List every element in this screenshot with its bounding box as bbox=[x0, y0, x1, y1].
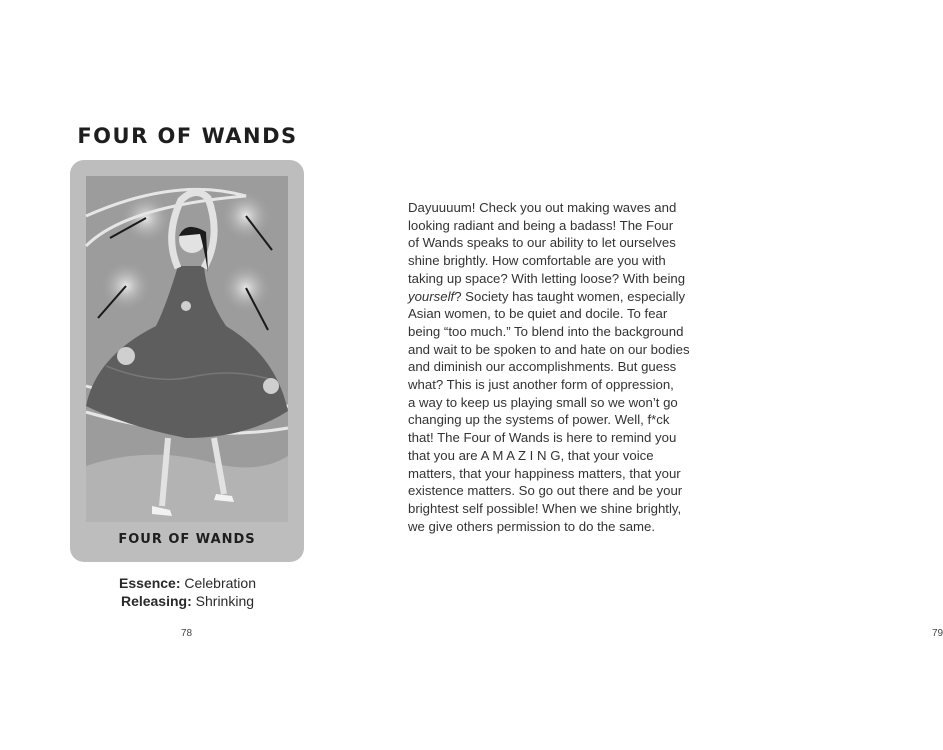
body-line: taking up space? With letting loose? With being bbox=[408, 270, 686, 286]
page-number-left: 78 bbox=[181, 628, 193, 639]
body-line: what? This is just another form of oppression, bbox=[408, 377, 674, 393]
body-line: matters, that your happiness matters, that your bbox=[408, 465, 681, 481]
page-number-right: 79 bbox=[932, 628, 943, 639]
tarot-card bbox=[70, 160, 304, 562]
body-line: changing up the systems of power. Well, f*ck bbox=[408, 412, 670, 428]
releasing-line bbox=[0, 592, 375, 610]
body-line: looking radiant and being a badass! The Four bbox=[408, 217, 674, 233]
essence-line bbox=[0, 574, 375, 592]
body-line: Dayuuuum! Check you out making waves and bbox=[408, 200, 677, 215]
body-line: brightest self possible! When we shine brightly, bbox=[408, 500, 682, 516]
body-line: we give others permission to do the same. bbox=[408, 518, 656, 534]
body-line: Asian women, to be quiet and docile. To fear bbox=[408, 306, 668, 322]
body-line: that! The Four of Wands is here to remind you bbox=[408, 430, 677, 446]
card-illustration bbox=[86, 176, 288, 522]
releasing-value: Shrinking bbox=[195, 593, 255, 609]
body-line: yourself? Society has taught women, especially bbox=[408, 288, 686, 304]
releasing-label: Releasing: bbox=[120, 593, 192, 609]
body-line: that you are A M A Z I N G, that your voice bbox=[408, 447, 654, 463]
body-line: being “too much.” To blend into the background bbox=[408, 323, 684, 339]
body-line: and diminish our accomplishments. But guess bbox=[408, 359, 677, 375]
body-line: shine brightly. How comfortable are you with bbox=[408, 253, 666, 269]
card-heading: FOUR OF WANDS bbox=[77, 124, 298, 148]
emphasis-text: yourself bbox=[408, 288, 455, 304]
body-line: of Wands speaks to our ability to let ourselves bbox=[408, 235, 676, 251]
card-meta bbox=[0, 574, 375, 610]
card-name-label: FOUR OF WANDS bbox=[118, 532, 256, 547]
left-page bbox=[0, 0, 375, 750]
essence-label: Essence: bbox=[119, 575, 181, 591]
essence-value: Celebration bbox=[184, 575, 256, 591]
body-line: existence matters. So go out there and be your bbox=[408, 483, 683, 499]
body-line: and wait to be spoken to and hate on our bodies bbox=[408, 341, 690, 357]
body-line: a way to keep us playing small so we won’t go bbox=[408, 394, 678, 410]
body-paragraph bbox=[408, 199, 728, 535]
